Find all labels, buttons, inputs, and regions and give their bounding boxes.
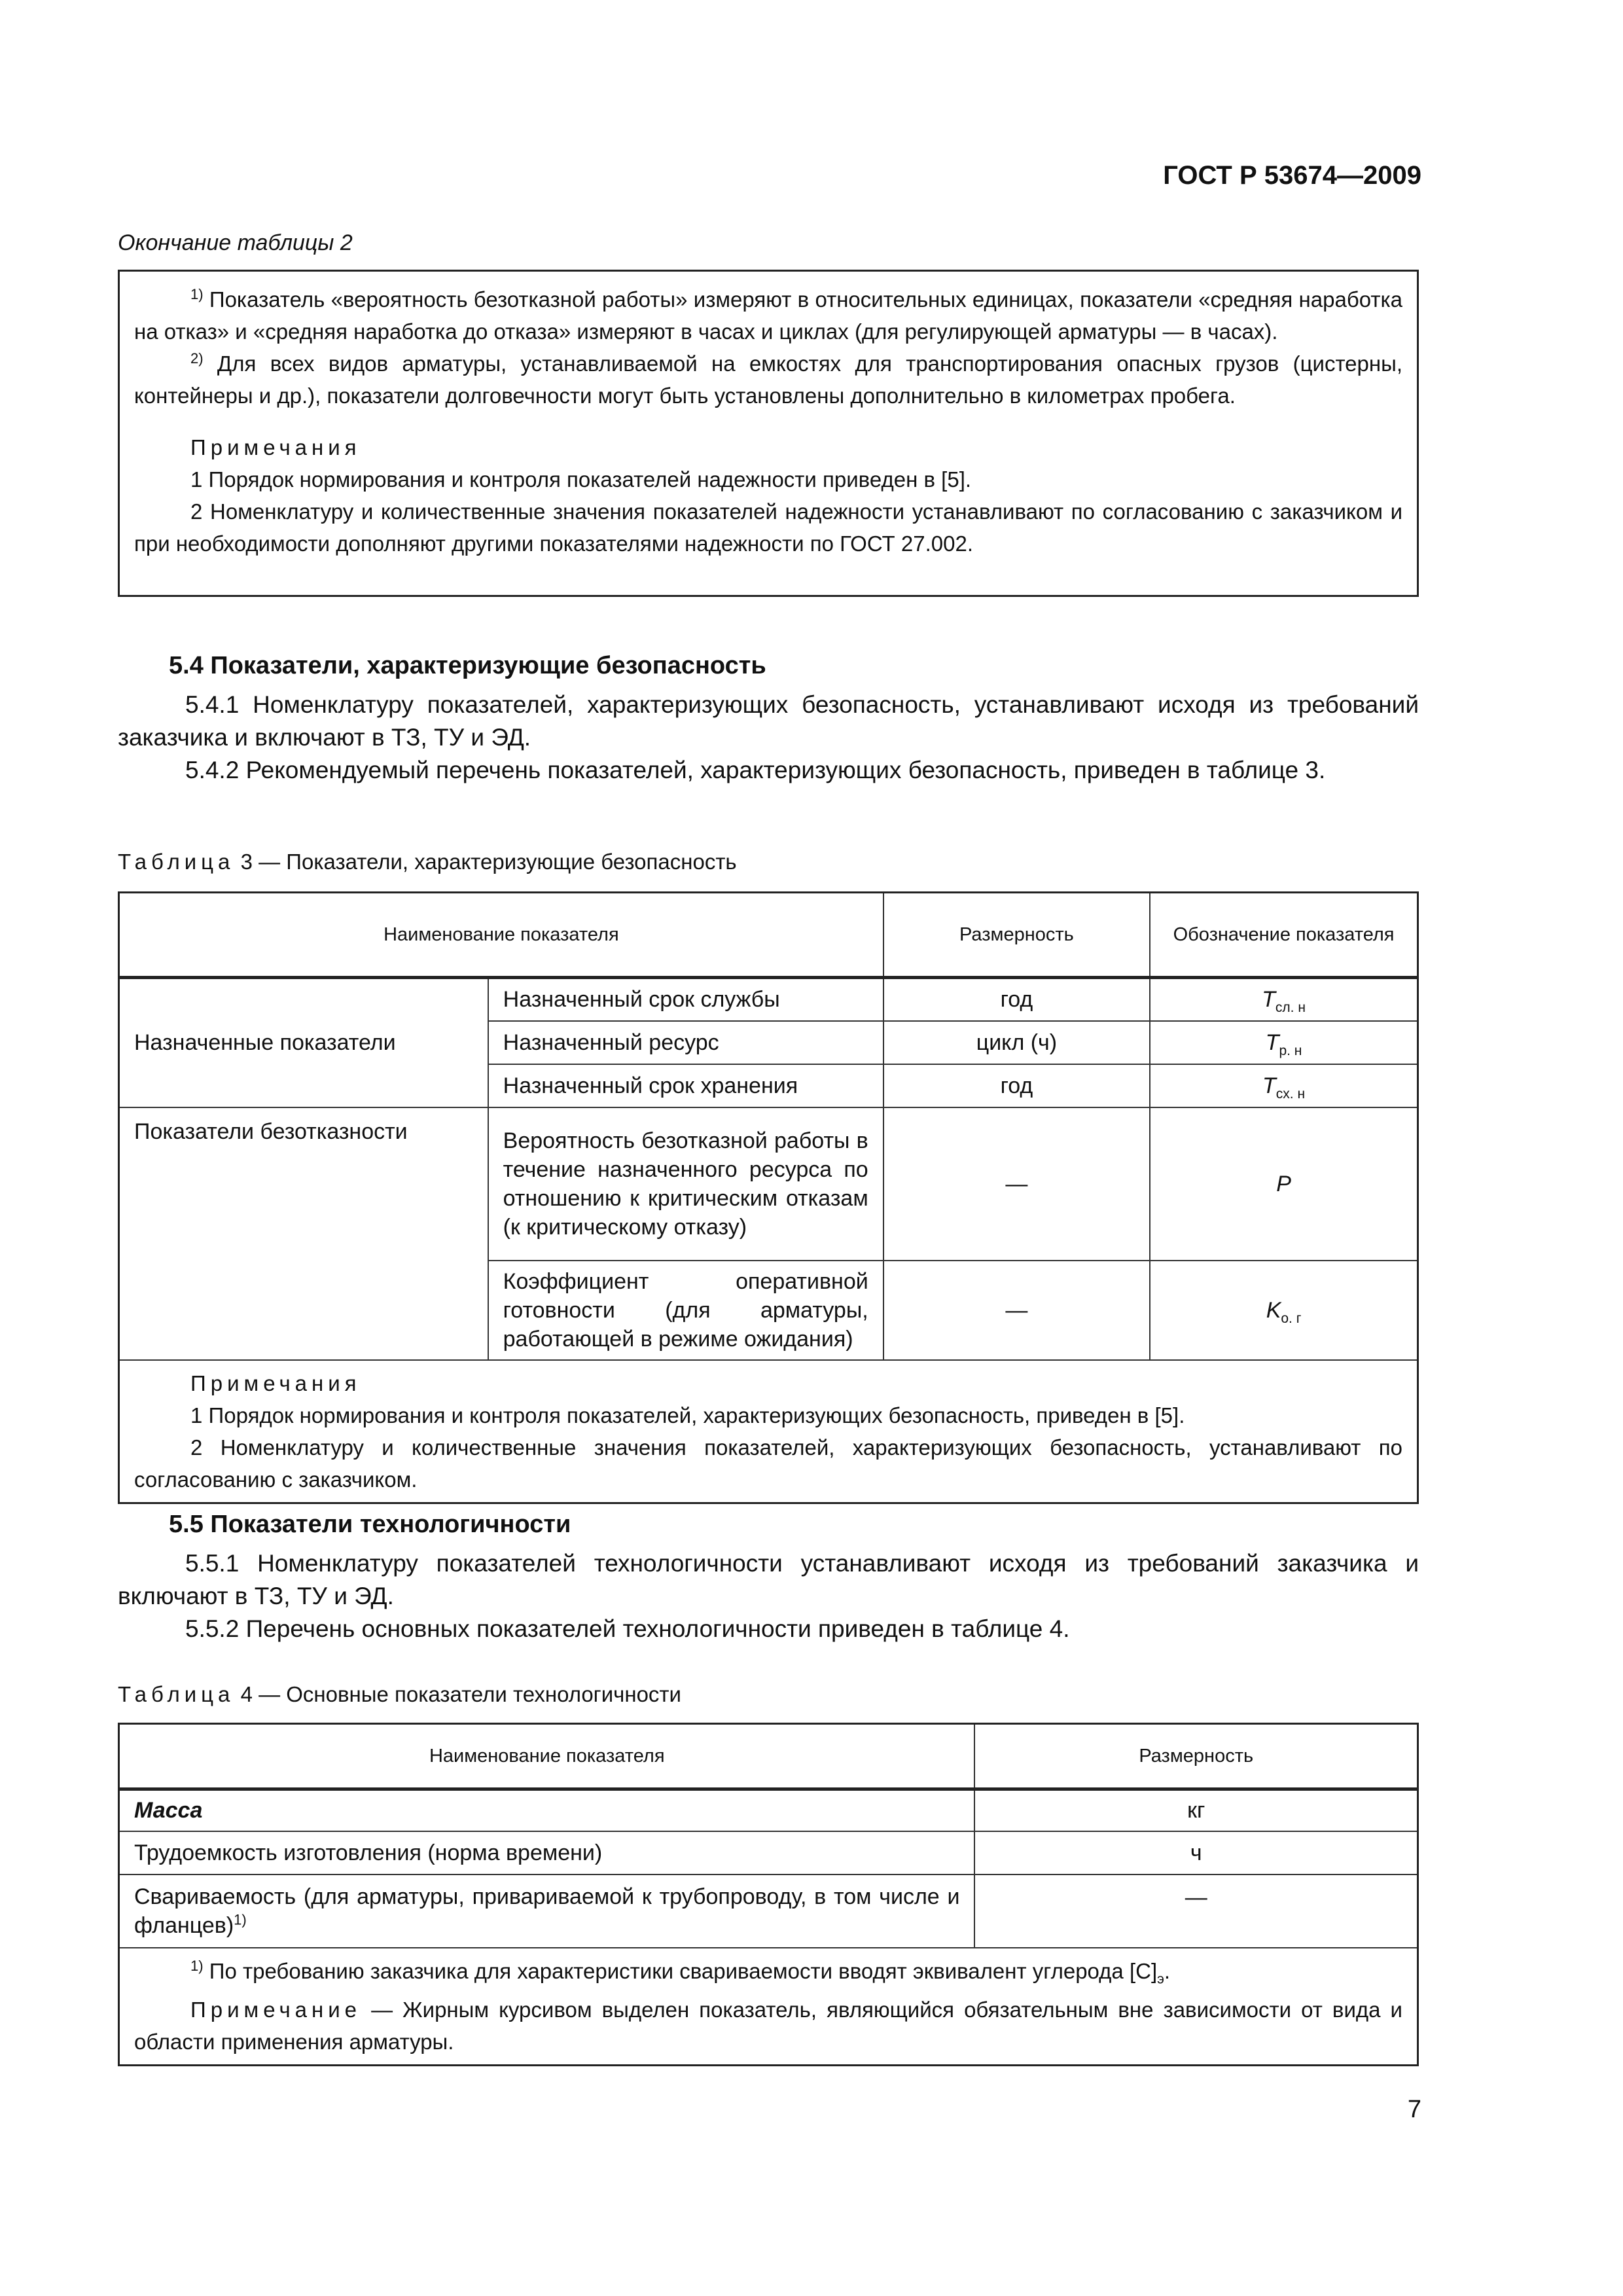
t3-header-name: Наименование показателя [119, 893, 883, 978]
t3-row3-name: Назначенный срок хранения [488, 1064, 883, 1107]
note-2: 2 Номенклатуру и количественные значения показателей надежности устанавливают по согласованию с заказчиком и при необходимости дополняют другими показателями надежности по ГОСТ 27.002. [134, 499, 1402, 556]
t4-header-dimension: Размерность [974, 1724, 1418, 1789]
t4-row3-dimension: — [974, 1874, 1418, 1948]
t4-row2-name: Трудоемкость изготовления (норма времени) [119, 1831, 975, 1874]
table3-caption: Таблица 3 — Показатели, характеризующие безопасность [118, 850, 737, 874]
note-1: 1 Порядок нормирования и контроля показателей надежности приведен в [5]. [190, 467, 972, 492]
t4-footnote-and-note [119, 1948, 1418, 2066]
t4-row3-name: Свариваемость (для арматуры, привариваемой к трубопроводу, в том числе и фланцев)$^{1)}$ [119, 1874, 975, 1948]
t4-row1-name: Масса [119, 1789, 975, 1831]
t4-row1-dimension: кг [974, 1789, 1418, 1831]
t3-notes: Примечания 1 Порядок нормирования и контроля показателей, характеризующих безопасность, приведен в [5]. 2 Номенклатуру и количественные значения показателей, характеризующих безопасность, устанавливают по согласованию с заказчиком. [119, 1360, 1418, 1503]
paragraph-5-4-2: 5.4.2 Рекомендуемый перечень показателей, характеризующих безопасность, приведен в таблице 3. [185, 757, 1326, 783]
t3-group-assigned: Назначенные показатели [119, 978, 488, 1107]
t3-row2-symbol: $T_{р. н}$ [1150, 1021, 1418, 1064]
t3-row4-dimension: — [883, 1107, 1150, 1261]
table4 [118, 1723, 1419, 2066]
footnote-1: $^{1)}$ Показатель «вероятность безотказной работы» измеряют в относительных единицах, показатели «средняя наработка на отказ» и «средняя наработка до отказа» измеряют в часах и циклах (для регулирующей арматуры — в часах). [134, 286, 1402, 344]
footnote-2: $^{2)}$ Для всех видов арматуры, устанавливаемой на емкостях для транспортирования опасных грузов (цистерны, контейнеры и др.), показатели долговечности могут быть установлены дополнительно в километрах пробега. [134, 350, 1403, 408]
notes-title: Примечания [190, 435, 361, 459]
table4-caption: Таблица 4 — Основные показатели технологичности [118, 1682, 681, 1706]
section-5-4-title: 5.4 Показатели, характеризующие безопасность [169, 652, 766, 679]
t3-row3-symbol: $T_{сх. н}$ [1150, 1064, 1418, 1107]
table2-footnotes-box [118, 270, 1419, 597]
t3-row4-symbol: P [1150, 1107, 1418, 1261]
t3-row5-dimension: — [883, 1261, 1150, 1360]
paragraph-5-5-1: 5.5.1 Номенклатуру показателей технологичности устанавливают исходя из требований заказчика и включают в ТЗ, ТУ и ЭД. [118, 1550, 1419, 1609]
t4-row2-dimension: ч [974, 1831, 1418, 1874]
t3-row3-dimension: год [883, 1064, 1150, 1107]
t3-row1-dimension: год [883, 978, 1150, 1021]
t3-row1-symbol: $T_{сл. н}$ [1150, 978, 1418, 1021]
t3-row2-dimension: цикл (ч) [883, 1021, 1150, 1064]
paragraph-5-4-1: 5.4.1 Номенклатуру показателей, характеризующих безопасность, устанавливают исходя из требований заказчика и включают в ТЗ, ТУ и ЭД. [118, 691, 1419, 751]
page-number: 7 [1407, 2096, 1421, 2123]
t3-row5-symbol: $K_{о. г}$ [1150, 1261, 1418, 1360]
section-5-4-text [118, 689, 1419, 787]
t4-note: Примечание — Жирным курсивом выделен показатель, являющийся обязательным вне зависимости от вида и области применения арматуры. [134, 1997, 1402, 2054]
t4-header-name: Наименование показателя [119, 1724, 975, 1789]
table2-end-caption: Окончание таблицы 2 [118, 230, 353, 255]
t3-header-symbol: Обозначение показателя [1150, 893, 1418, 978]
document-code: ГОСТ Р 53674—2009 [1163, 161, 1421, 190]
section-5-5-text [118, 1547, 1419, 1645]
t3-row4-name: Вероятность безотказной работы в течение назначенного ресурса по отношению к критическим отказам (к критическому отказу) [488, 1107, 883, 1261]
table3 [118, 891, 1419, 1504]
t3-row5-name: Коэффициент оперативной готовности (для арматуры, работающей в режиме ожидания) [488, 1261, 883, 1360]
t3-header-dimension: Размерность [883, 893, 1150, 978]
t3-row2-name: Назначенный ресурс [488, 1021, 883, 1064]
t3-row1-name: Назначенный срок службы [488, 978, 883, 1021]
t3-group-reliability: Показатели безотказности [119, 1107, 488, 1360]
paragraph-5-5-2: 5.5.2 Перечень основных показателей технологичности приведен в таблице 4. [185, 1615, 1070, 1642]
t4-footnote: $^{1)}$ По требованию заказчика для характеристики свариваемости вводят эквивалент углерода $[С]_э$. [190, 1957, 1171, 1987]
section-5-5-title: 5.5 Показатели технологичности [169, 1511, 571, 1538]
